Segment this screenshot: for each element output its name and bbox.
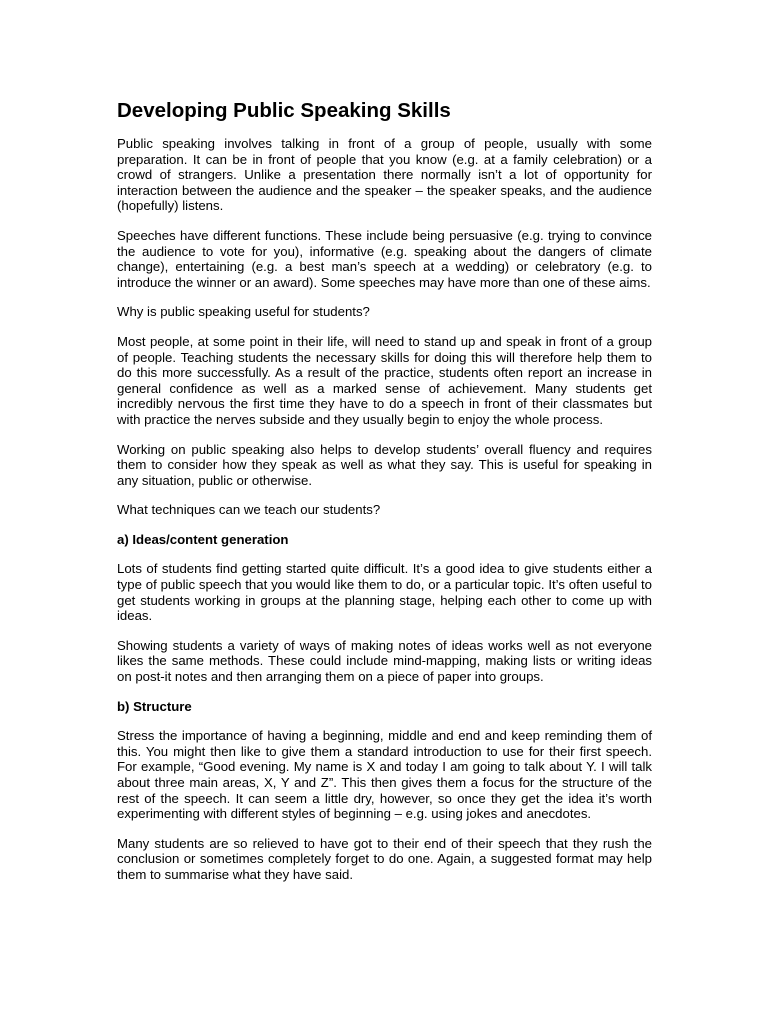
paragraph-notes-methods: Showing students a variety of ways of making notes of ideas works well as not everyone likes the same methods. These could include mind-mapping, making lists or writing ideas on post-it notes and then arranging them on a piece of paper into groups.	[117, 637, 652, 685]
paragraph-conclusion: Many students are so relieved to have got to their end of their speech that they rush the conclusion or sometimes completely forget to do one. Again, a suggested format may help them to summarise what they have said.	[117, 835, 652, 882]
document-title: Developing Public Speaking Skills	[117, 99, 451, 122]
document-page	[117, 98, 652, 897]
section-heading-ideas: a) Ideas/content generation	[117, 531, 289, 547]
section-heading-structure: b) Structure	[117, 698, 192, 714]
paragraph-intro: Public speaking involves talking in front of a group of people, usually with some preparation. It can be in front of people that you know (e.g. at a family celebration) or a crowd of strangers. Unlike a presentation there normally isn’t a lot of opportunity for interaction between the audience and the speaker – the speaker speaks, and the audience (hopefully) listens.	[117, 136, 652, 214]
paragraph-getting-started: Lots of students find getting started quite difficult. It’s a good idea to give students either a type of public speech that you would like them to do, or a particular topic. It’s often useful to get students working in groups at the planning stage, helping each other to come up with ideas.	[117, 561, 652, 624]
question-techniques: What techniques can we teach our students?	[117, 502, 381, 518]
question-why-useful: Why is public speaking useful for students?	[117, 304, 370, 320]
paragraph-benefits: Most people, at some point in their life, will need to stand up and speak in front of a group of people. Teaching students the necessary skills for doing this will therefore help them to do this more successfully. As a result of the practice, students often report an increase in general confidence as well as a marked sense of achievement. Many students get incredibly nervous the first time they have to do a speech in front of their classmates but with practice the nerves subside and they usually begin to enjoy the whole process.	[117, 333, 652, 427]
paragraph-functions: Speeches have different functions. These include being persuasive (e.g. trying to convince the audience to vote for you), informative (e.g. speaking about the dangers of climate change), entertaining (e.g. a best man’s speech at a wedding) or celebratory (e.g. to introduce the winner or an award). Some speeches may have more than one of these aims.	[117, 227, 652, 290]
paragraph-structure: Stress the importance of having a beginning, middle and end and keep reminding them of this. You might then like to give them a standard introduction to use for their first speech. For example, “Good evening. My name is X and today I am going to talk about Y. I will talk about three main areas, X, Y and Z”. This then gives them a focus for the structure of the rest of the speech. It can seem a little dry, however, so once they get the idea it’s worth experimenting with different styles of beginning – e.g. using jokes and anecdotes.	[117, 728, 652, 822]
paragraph-fluency: Working on public speaking also helps to develop students’ overall fluency and requires them to consider how they speak as well as what they say. This is useful for speaking in any situation, public or otherwise.	[117, 441, 652, 488]
